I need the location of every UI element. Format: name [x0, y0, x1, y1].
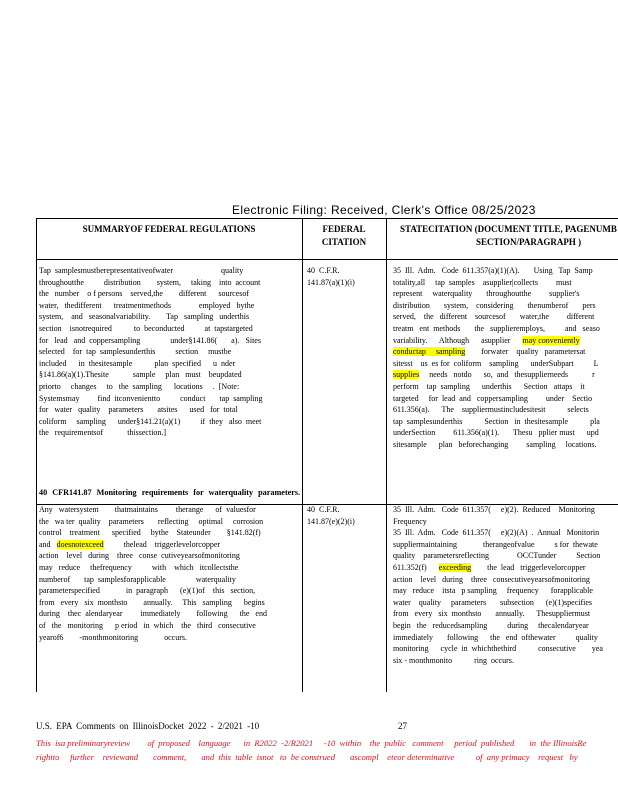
row-section-title: 40 CFR141.87 Monitoring requirements for waterquality parameters. — [39, 488, 301, 497]
text-line: and doesnotexceed thelead triggerlevelorcopper — [39, 539, 221, 549]
row2-state-citation — [393, 504, 618, 666]
text-line: system, and seasonalvariability. Tap sampling underthis — [39, 312, 250, 322]
header-federal-line1: FEDERAL — [322, 224, 366, 234]
text-line: coliform sampling under§141.21(a)(1) if they also meet — [39, 416, 262, 426]
row2-summary-text — [39, 504, 301, 643]
text-line: begin the reducedsampling during thecalendaryear — [393, 620, 589, 630]
text-line: 611.356(a). The suppliermustincludesitesit selects — [393, 405, 589, 415]
text-line: totality,all tap samples asupplier|collects must — [393, 277, 572, 287]
text-line: yearof6 -monthmonitoring occurs. — [39, 632, 187, 642]
text-line: variability. Although asupplier may conveniently — [393, 335, 580, 345]
text-line: action level during three conse cutiveyearsofmonitoring — [39, 551, 240, 561]
row1-federal-citation — [307, 265, 355, 288]
footer-docket: U.S. EPA Comments on IllinoisDocket 2022 - 2/2021 -10 — [36, 721, 260, 731]
citation-line: 40 C.F.R. — [307, 505, 340, 514]
text-line: numberof tap samplesforapplicable waterquality — [39, 574, 236, 584]
citation-line: 40 C.F.R. — [307, 266, 340, 275]
text-line: immediately following the end ofthewater quality — [393, 632, 598, 642]
text-line: supplies needs notdo so, and thesupplierneeds r — [393, 370, 595, 380]
text-line: distribution system, considering thenumberof pers — [393, 300, 596, 310]
column-divider-1 — [302, 218, 303, 692]
text-line: treatm ent methods the supplieremploys, and seaso — [393, 323, 600, 333]
highlighted-text: may conveniently — [522, 335, 580, 345]
text-line: section isnotrequired to beconducted at tapstargeted — [39, 323, 253, 333]
text-line: during thec alendaryear immediately following the end — [39, 609, 267, 619]
page-number: 27 — [398, 721, 407, 731]
text-line: Tap samplesmustberepresentativeofwater quality — [39, 266, 244, 275]
row2-federal-citation — [307, 504, 355, 527]
text-line: action level during three consecutiveyearsofmonitoring — [393, 574, 590, 584]
text-line: selected for tap samplesunderthis section mustbe — [39, 347, 232, 357]
text-line: from every six monthsto annually. This sampling begins — [39, 597, 265, 607]
text-line: water quality parameters subsection (e)(1)specifies — [393, 597, 593, 607]
text-line: priorto changes to the sampling locations . [Note: — [39, 381, 240, 391]
text-line: sitesample plan beforechanging sampling locations. — [393, 439, 597, 449]
text-line: the requirementsof thissection.] — [39, 428, 167, 438]
table-top-border — [36, 218, 618, 219]
text-line: sitesst us es for coliform sampling underSubpart L — [393, 358, 599, 368]
text-line: parameterspecified in paragraph (e)(1)of this section, — [39, 586, 256, 596]
text-line: 611.352(f) exceeding the lead triggerlevelorcopper — [393, 562, 586, 572]
text-line: Frequency — [393, 516, 427, 526]
text-line: quality parametersreflecting OCCTunder Section — [393, 551, 601, 561]
disclaimer — [36, 736, 618, 764]
citation-line: 141.87(e)(2)(i) — [307, 516, 355, 526]
text-line: represent waterquality throughoutthe supplier's — [393, 289, 580, 299]
column-divider-2 — [386, 218, 387, 692]
text-line: for lead and coppersampling under§141.86( a). Sites — [39, 335, 261, 345]
text-line: from every six monthsto annually. Thesuppliermust — [393, 609, 591, 619]
citation-line: 141.87(a)(1)(i) — [307, 277, 355, 287]
header-state-line2: SECTION/PARAGRAPH ) — [476, 237, 582, 247]
filing-stamp: Electronic Filing: Received, Clerk's Office 08/25/2023 — [232, 203, 536, 217]
text-line: served, the different sourcesof water,the different — [393, 312, 595, 322]
text-line: conductap sampling forwater quality parametersat — [393, 347, 586, 357]
text-line: monitoring cycle in whichthethird consecutive yea — [393, 644, 603, 654]
text-line: 35 Ill. Adm. Code 611.357( e)(2)(A) . Annual Monitorin — [393, 528, 600, 538]
highlighted-text: exceeding — [438, 562, 472, 572]
text-line: for water quality parameters atsites used for total — [39, 405, 238, 415]
text-line: perform tap sampling underthis Section attaps it — [393, 381, 585, 391]
text-line: suppliermaintaining therangeofvalue s for thewate — [393, 539, 598, 549]
text-line: 35 Ill. Adm. Code 611.357( e)(2). Reduced Monitoring — [393, 505, 595, 514]
header-federal-line2: CITATION — [321, 237, 367, 247]
highlighted-text: conductap sampling — [393, 347, 466, 357]
highlighted-text: supplies — [393, 370, 420, 380]
text-line: six - monthmonito ring occurs. — [393, 655, 514, 665]
text-line: the wa ter quality parameters reflecting optimal corrosion — [39, 516, 264, 526]
text-line: Systemsmay find itconvenientto conduct tap sampling — [39, 393, 263, 403]
disclaimer-line-2: rightto further reviewand comment, and this table isnot to be construed ascompl eteor determinative of any primacy request by — [36, 752, 578, 762]
header-summary: SUMMARYOF FEDERAL REGULATIONS — [82, 224, 256, 234]
text-line: tap samplesunderthis Section in thesitesample pla — [393, 416, 600, 426]
header-state-line1: STATECITATION (DOCUMENT TITLE, PAGENUMB — [400, 224, 617, 234]
header-bottom-border — [36, 259, 618, 260]
row1-summary-text — [39, 265, 301, 439]
regulations-table — [36, 218, 618, 692]
text-line: may reduce thefrequency with which itcollectsthe — [39, 562, 239, 572]
text-line: water, thedifferent treatmentmethods employed bythe — [39, 300, 255, 310]
disclaimer-line-1: This isa preliminaryreview of proposed language in R2022 -2/R2021 -10 within the public comment period published in the IllinoisRe — [36, 738, 587, 748]
table-left-border — [36, 218, 37, 692]
text-line: control treatment specified bythe Stateunder §141.82(f) — [39, 528, 261, 538]
text-line: of the monitoring p eriod in which the third consecutive — [39, 620, 256, 630]
text-line: Any watersystem thatmaintains therange of valuesfor — [39, 505, 256, 514]
text-line: throughoutthe distribution system, taking into account — [39, 277, 261, 287]
highlighted-text: doesnotexceed — [56, 539, 104, 549]
row1-state-citation — [393, 265, 618, 451]
text-line: §141.86(a)(1).Thesite sample plan must beupdated — [39, 370, 242, 380]
text-line: 35 Ill. Adm. Code 611.357(a)(1)(A). Using Tap Samp — [393, 266, 593, 275]
text-line: included in thesitesample plan specified u nder — [39, 358, 236, 368]
text-line: the number o f persons served,the different sourcesof — [39, 289, 250, 299]
text-line: underSection 611.356(a)(1). Thesu pplier must upd — [393, 428, 599, 438]
text-line: targeted for lead and coppersampling under Sectio — [393, 393, 593, 403]
text-line: may reduce itsta p sampling frequency forapplicable — [393, 586, 593, 596]
